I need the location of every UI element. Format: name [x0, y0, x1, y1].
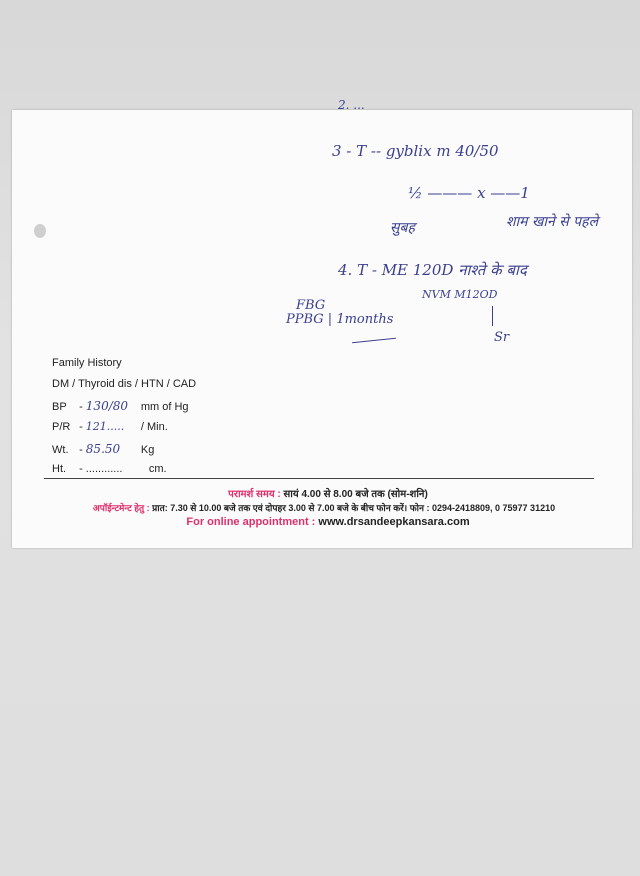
online-appointment-label: For online appointment :	[186, 516, 316, 528]
pr-row	[52, 420, 168, 433]
rx-dose: ½ ——— x ——1	[408, 184, 530, 202]
rx-evening: शाम खाने से पहले	[506, 214, 599, 230]
wt-label: Wt.	[52, 444, 69, 456]
website-link[interactable]: www.drsandeepkansara.com	[318, 516, 470, 528]
pr-unit: / Min.	[140, 421, 168, 433]
ht-unit: cm.	[148, 463, 167, 475]
bp-dash: -	[79, 401, 83, 413]
prescription-paper	[12, 110, 632, 548]
pr-dash: -	[79, 421, 83, 433]
pr-value: 121.....	[85, 420, 125, 433]
rx-signature: Sr	[494, 330, 510, 345]
conditions-line: DM / Thyroid dis / HTN / CAD	[52, 378, 197, 390]
wt-value: 85.50	[85, 442, 121, 456]
rx-morning: सुबह	[390, 220, 415, 236]
appointment-line	[4, 501, 640, 514]
consult-time-line	[8, 486, 640, 500]
bp-row	[52, 399, 189, 413]
bp-label: BP	[52, 401, 67, 413]
consult-time-text: सायं 4.00 से 8.00 बजे तक (सोम-शनि)	[283, 489, 428, 500]
punch-hole	[34, 224, 46, 238]
online-appointment-line	[8, 516, 640, 528]
ht-dash: -	[79, 463, 83, 475]
wt-row	[52, 442, 154, 456]
rx-line-4: 4. T - ME 120D नाश्ते के बाद	[338, 261, 527, 279]
rx-tests-2: PPBG | 1months	[286, 312, 394, 327]
family-history-title: Family History	[52, 357, 122, 369]
footer-divider	[44, 478, 594, 479]
rx-line-3: 3 - T -- gyblix m 40/50	[332, 142, 499, 160]
rx-line-4-sub: NVM M12OD	[422, 288, 498, 301]
wt-dash: -	[79, 444, 83, 456]
consult-time-label: परामर्श समय :	[228, 489, 281, 500]
appointment-label: अपॉईन्टमेन्ट हेतु :	[92, 503, 150, 513]
ht-label: Ht.	[52, 463, 67, 475]
bp-unit: mm of Hg	[140, 401, 189, 413]
rx-top-cut: 2. ...	[338, 98, 365, 112]
ht-row	[52, 463, 167, 475]
pr-label: P/R	[52, 421, 71, 433]
wt-unit: Kg	[140, 444, 155, 456]
bp-value: 130/80	[85, 399, 129, 413]
rx-vertical-mark	[492, 306, 494, 326]
rx-tests: FBG	[296, 298, 326, 313]
ht-value: ............	[85, 463, 123, 475]
appointment-text: प्रात: 7.30 से 10.00 बजे तक एवं दोपहर 3.00 से 7.00 बजे के बीच फोन करें। फोन : 0294-2418809, 0 75977 31210	[152, 503, 556, 513]
